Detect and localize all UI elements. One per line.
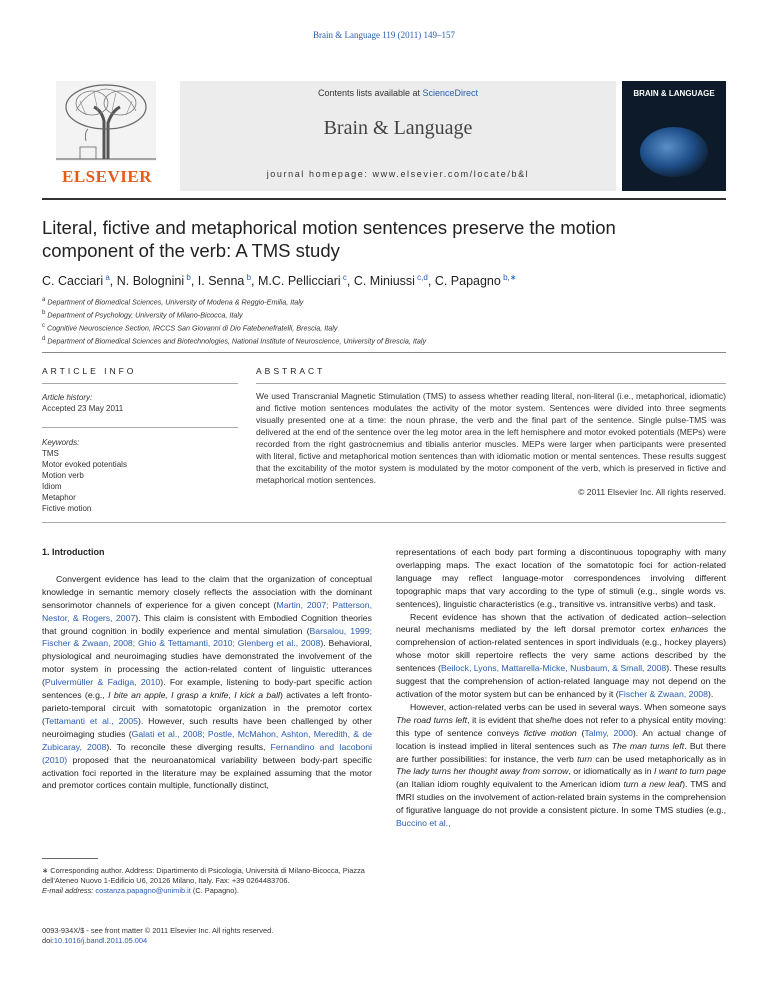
intro-paragraph-2 [396,611,726,701]
italic-example: The lady turns her thought away from sorrow [396,766,569,777]
body-text: can be used metaphorically as in [592,753,726,764]
history-value: Accepted 23 May 2011 [42,404,124,413]
affiliation-text: Cognitive Neuroscience Section, IRCCS San Giovanni di Dio Fatebenefratelli, Brescia, Italy [45,323,338,333]
email-suffix: (C. Papagno). [190,886,239,895]
body-text: the comprehension of action-related sentences in sport individuals (e.g., hockey players) whose motor skill repertoire reflects the very same actions described by the sentences ( [396,624,726,674]
citation-link[interactable]: Fernandino and Iacoboni (2010) [42,741,372,765]
italic-example: The road turns left [396,714,468,725]
affiliation-item [42,321,726,334]
body-text: (an Italian idiom roughly equivalent to the American idiom [396,779,624,790]
author-name: I. Senna [197,274,245,289]
affiliation-item [42,308,726,321]
cover-title: BRAIN & LANGUAGE [633,89,715,98]
citation-link[interactable]: Buccino et al., [396,818,451,829]
keyword-item: Motor evoked potentials [42,460,127,469]
italic-example: I bite an apple, I grasp a knife, I kick a ball [108,690,280,701]
contents-prefix: Contents lists available at [317,88,423,98]
body-text: ) activates a left fronto-parieto-temporal circuit with somatotopic organization in the premotor cortex ( [42,690,373,726]
citation-link[interactable]: Beilock, Lyons, Mattarella-Micke, Nusbaum, & Small, 2008 [440,663,667,674]
body-text: ). However, such results have been challenged by other neuroimaging studies ( [42,715,372,739]
affiliation-mark: a [42,297,46,303]
contents-line [180,88,616,98]
author-name: N. Bolognini [116,274,185,289]
body-text: ). These results suggest that the comprehension of action-related language may not depend on the activation of the motor system but can be enhanced by it ( [396,663,726,699]
keyword-item: Metaphor [42,493,76,502]
intro-paragraph-1 [42,573,372,792]
journal-header-band [180,81,616,191]
intro-paragraph-3 [396,701,726,830]
author-affiliation-mark[interactable]: b,∗ [500,273,517,282]
title-line-1: Literal, fictive and metaphorical motion sentences preserve the motion [42,217,616,238]
email-link[interactable]: costanza.papagno@unimib.it [95,886,191,895]
abstract-heading: ABSTRACT [256,366,326,376]
body-text: , it is evident that she/he does not refer to a physical entity moving: this type of sentence conveys [396,714,726,738]
body-text: Convergent evidence has lead to the claim that the organization of conceptual knowledge in semantic memory closely reflects the association with the dominant sensorimotor channels of experience for a given concept ( [42,573,372,610]
keywords [42,437,238,514]
italic-example: enhances [670,624,709,635]
elsevier-tree-icon [56,81,156,161]
citation-link[interactable]: Fischer & Zwaan, 2008 [618,688,708,699]
journal-citation[interactable]: Brain & Language 119 (2011) 149–157 [312,30,456,40]
history-label: Article history: [42,393,93,402]
author-name: C. Papagno [434,274,501,289]
email-label: E-mail address: [42,886,96,895]
body-text: However, action-related verbs can be used in several ways. When someone says [410,701,726,712]
elsevier-wordmark: ELSEVIER [62,167,152,186]
affiliation-text: Department of Biomedical Sciences and Biotechnologies, National Institute of Neuroscience, University of Brescia, Italy [45,336,427,346]
doi-link[interactable]: 10.1016/j.bandl.2011.05.004 [53,936,148,945]
body-text: ). TMS and fMRI studies on the involvement of action-related brain systems in the comprehension of figurative language do not provide a consistent picture. In some TMS studies (e.g., [396,779,726,816]
header-rule [42,198,726,200]
journal-cover-image[interactable] [622,81,726,191]
author-affiliation-mark[interactable]: b [244,273,252,282]
keyword-item: TMS [42,449,59,458]
affiliation-item [42,334,726,347]
keywords-rule [42,427,238,428]
body-rule [42,522,726,523]
abstract-text: We used Transcranial Magnetic Stimulation (TMS) to assess whether reading literal, non-literal (i.e., metaphorical, idiomatic) and fictive motion sentences modulates the activity of the motor system. Sentences were divided into three segments visually presented one at a time: the noun phrase, the verb and the final part of the sentence. Single pulse-TMS was delivered at the end of the sentence over the leg motor area in the left hemisphere and motor evoked potentials (MEPs) were recorded from the right gastrocnemius and tibialis anterior muscles. MEPs were larger when participants were presented with literal, fictive and metaphorical motion sentences than with idiomatic motion or mental sentences. These results suggest that the excitability of the motor system is modulated by the motor component of the verb, which is preserved in fictive and metaphorical motion sentences. [256,391,726,485]
journal-title: Brain & Language [323,117,473,139]
affiliation-text: Department of Psychology, University of Milano-Bicocca, Italy [45,310,243,320]
author-affiliation-mark[interactable]: b [184,273,191,282]
doi-prefix: doi: [42,936,54,945]
citation-link[interactable]: Talmy, 2000 [584,727,633,738]
body-text: ). This claim is consistent with Embodied Cognition theories that ground cognition in bodily experience and mental simulation ( [42,612,372,636]
journal-homepage[interactable]: journal homepage: www.elsevier.com/locate/b&l [266,169,530,179]
body-text: ). An actual change of location is instead implied in literal sentences such as [396,727,726,751]
author-name: M.C. Pellicciari [257,274,341,289]
citation-link[interactable]: Tettamanti et al., 2005 [44,715,138,726]
author-name: C. Miniussi [353,274,415,289]
italic-example: turn a new leaf [623,779,683,790]
corresponding-author-footnote [42,866,372,896]
article-history [42,392,238,414]
section-heading-introduction: 1. Introduction [42,547,105,557]
citation-link[interactable]: Galati et al., 2008; Postle, McMahon, Ashton, Meredith, & de Zubicaray, 2008 [42,728,372,752]
body-text: representations of each body part forming a discontinuous topography with many overlapping maps. The exact location of the somatotopic foci for action-related language may reflect language-motor correspondences involving different topographic maps that vary according to the type of stimuli (e.g., single words vs. sentences), linguistic characteristics (e.g., transitive vs. intransitive verbs) and task. [396,547,726,609]
section-rule [42,352,726,353]
article-info-rule [42,383,238,384]
italic-example: The man turns left [611,740,685,751]
author-affiliation-mark[interactable]: a [103,273,110,282]
cover-brain-graphic [640,127,708,177]
abstract-rule [256,383,726,384]
footnote-marker: ∗ [42,866,49,875]
affiliation-item [42,295,726,308]
body-text: ( [576,727,585,738]
body-text: proposed that the neuroanatomical variability between body-part specific activation foci reported in the literature may be explained assuming that the motor and premotor cortices contain multiple, functionally distinct, [42,754,372,791]
issn-line: 0093-934X/$ - see front matter © 2011 Elsevier Inc. All rights reserved. [42,926,274,935]
footnote-text: Corresponding author. Address: Dipartimento di Psicologia, Università di Milano-Bicocca, Piazza dell'Ateneo Nuovo 1-Edificio U6, 20126 Milano, Italy. Fax: +39 0264483706. [42,866,365,885]
affiliations [42,295,726,347]
author-list: C. Cacciari $^a$, N. Bolognini $^b$, I. Senna $^b$, M.C. Pellicciari $^c$, C. Miniussi $^{c,d}$, C. Papagno $^{b,∗}$ [42,273,517,289]
body-text: Recent evidence has shown that the activation of dedicated action–selection neural mechanisms mediated by the left dorsal premotor cortex [396,611,726,635]
article-info-heading: ARTICLE INFO [42,366,137,376]
affiliation-text: Department of Biomedical Sciences, University of Modena & Reggio-Emilia, Italy [45,297,304,307]
body-text: ). To reconcile these diverging results, [106,741,271,752]
author-affiliation-mark[interactable]: c [340,273,347,282]
citation-link[interactable]: Martin, 2007; Patterson, Nestor, & Rogers, 2007 [42,599,373,623]
intro-paragraph-1-cont [396,546,726,611]
italic-example: I want to turn page [653,766,726,777]
abstract-body [256,390,726,498]
italic-example: fictive motion [523,727,577,738]
left-column [42,546,372,792]
body-text: . But there are further possibilities: for instance, the verb [396,740,726,764]
keyword-item: Motion verb [42,471,84,480]
keyword-item: Idiom [42,482,62,491]
affiliation-mark: c [42,322,45,329]
citation-link[interactable]: Pulvermüller & Fadiga, 2010 [44,677,161,688]
keyword-item: Fictive motion [42,504,92,513]
elsevier-logo[interactable] [42,81,172,191]
right-column [396,546,726,830]
author-name: C. Cacciari [42,274,104,289]
footnote-rule [42,858,98,859]
author-affiliation-mark[interactable]: c,d [414,273,428,282]
italic-example: turn [577,753,593,764]
body-text: ). [707,688,714,699]
article-title [42,216,682,262]
affiliation-mark: b [42,309,46,316]
issn-doi [42,926,372,946]
body-text: ). For example, listening to body-part specific action sentences (e.g., [42,677,372,701]
title-line-2: component of the verb: A TMS study [42,240,340,261]
affiliation-mark: d [42,335,46,342]
body-text: , or idiomatically as in [568,766,654,777]
body-text: ). Behavioral, physiological and neuroimaging studies have demonstrated the involvement of the motor system in processing the action-related content of linguistic utterances ( [42,638,372,688]
sciencedirect-link[interactable]: ScienceDirect [422,88,479,98]
keywords-label: Keywords: [42,438,80,447]
copyright: © 2011 Elsevier Inc. All rights reserved. [578,487,726,497]
citation-link[interactable]: Barsalou, 1999; Fischer & Zwaan, 2008; Ghio & Tettamanti, 2010; Glenberg et al., 2008 [42,625,372,649]
masthead [42,81,726,191]
